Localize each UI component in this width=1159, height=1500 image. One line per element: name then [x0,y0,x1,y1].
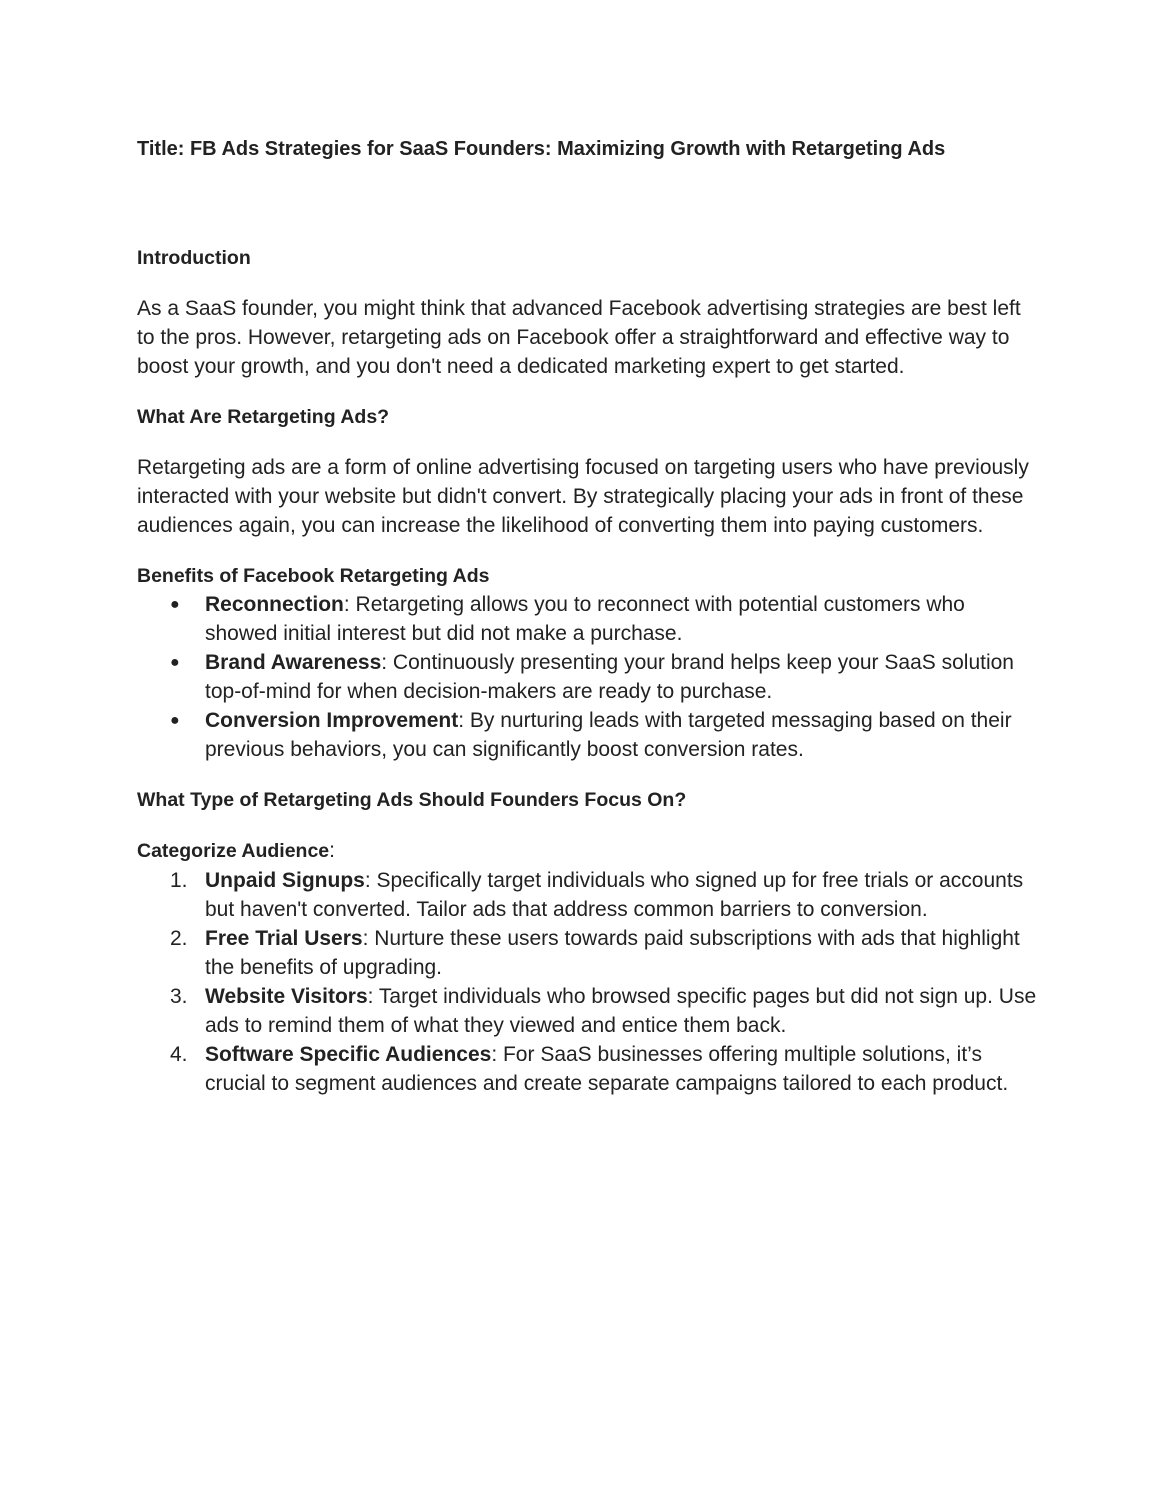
list-number: 1. [170,869,188,892]
audience-text: : Nurture these users towards paid subscriptions with ads that highlight the benefits of upgrading. [205,927,1020,979]
audience-text: : For SaaS businesses offering multiple solutions, it’s crucial to segment audiences and create separate campaigns tailored to each product. [205,1043,1009,1095]
benefits-list [137,590,1037,764]
document-title: Title: FB Ads Strategies for SaaS Founders: Maximizing Growth with Retargeting Ads [137,138,946,160]
audience-text: : Specifically target individuals who signed up for free trials or accounts but haven't converted. Tailor ads that address common barriers to conversion. [205,869,1024,921]
benefit-item-conversion-improvement [137,706,1037,764]
document-content [137,136,1037,1098]
benefit-term: Reconnection [205,593,344,616]
audience-types-list [137,866,1037,1098]
audience-term: Free Trial Users [205,927,363,950]
benefit-text: : By nurturing leads with targeted messaging based on their previous behaviors, you can significantly boost conversion rates. [205,709,1012,761]
bullet-icon: ● [170,712,180,729]
benefit-item-brand-awareness [137,648,1037,706]
categorize-audience-colon: : [329,839,335,862]
list-number: 4. [170,1043,188,1066]
retargeting-types-heading: What Type of Retargeting Ads Should Founders Focus On? [137,789,687,811]
what-are-retargeting-paragraph: Retargeting ads are a form of online advertising focused on targeting users who have previously interacted with your website but didn't convert. By strategically placing your ads in front of these audiences again, you can increase the likelihood of converting them into paying customers. [137,456,1029,537]
audience-item-website-visitors [137,982,1037,1040]
benefit-text: : Continuously presenting your brand helps keep your SaaS solution top-of-mind for when decision-makers are ready to purchase. [205,651,1014,703]
audience-term: Website Visitors [205,985,368,1008]
audience-item-free-trial-users [137,924,1037,982]
list-number: 3. [170,985,188,1008]
introduction-paragraph: As a SaaS founder, you might think that advanced Facebook advertising strategies are best left to the pros. However, retargeting ads on Facebook offer a straightforward and effective way to boost your growth, and you don't need a dedicated marketing expert to get started. [137,297,1021,378]
what-are-retargeting-heading: What Are Retargeting Ads? [137,406,390,428]
audience-term: Unpaid Signups [205,869,365,892]
benefits-heading: Benefits of Facebook Retargeting Ads [137,565,490,587]
bullet-icon: ● [170,654,180,671]
benefit-term: Brand Awareness [205,651,382,674]
benefit-term: Conversion Improvement [205,709,459,732]
benefit-item-reconnection [137,590,1037,648]
categorize-audience-label: Categorize Audience [137,840,330,862]
categorize-audience-line [137,836,1037,866]
introduction-heading: Introduction [137,247,251,269]
audience-item-unpaid-signups [137,866,1037,924]
benefit-text: : Retargeting allows you to reconnect with potential customers who showed initial interest but did not make a purchase. [205,593,965,645]
list-number: 2. [170,927,188,950]
audience-text: : Target individuals who browsed specific pages but did not sign up. Use ads to remind them of what they viewed and entice them back. [205,985,1037,1037]
audience-item-software-specific [137,1040,1037,1098]
bullet-icon: ● [170,596,180,613]
audience-term: Software Specific Audiences [205,1043,492,1066]
